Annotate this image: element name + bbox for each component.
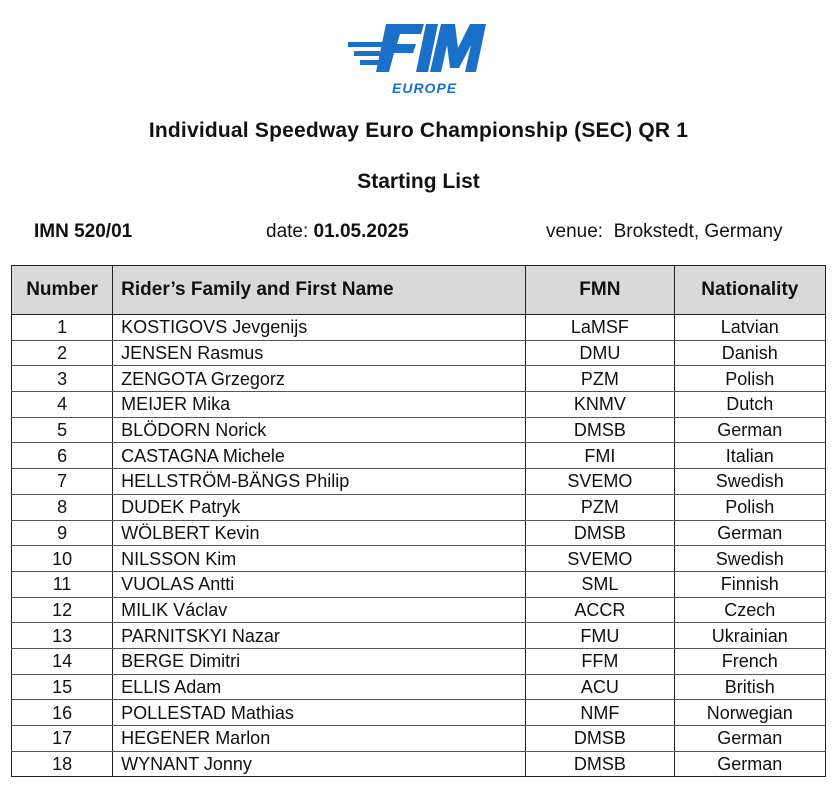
rider-fmn: DMU	[526, 340, 674, 366]
rider-number: 7	[12, 469, 113, 495]
header-number: Number	[12, 266, 113, 315]
table-row	[12, 623, 826, 649]
rider-number: 13	[12, 623, 113, 649]
rider-nationality: British	[674, 674, 825, 700]
rider-name: PARNITSKYI Nazar	[113, 623, 526, 649]
rider-name: BERGE Dimitri	[113, 648, 526, 674]
rider-name: MILIK Václav	[113, 597, 526, 623]
table-row	[12, 597, 826, 623]
rider-nationality: Latvian	[674, 315, 825, 341]
date-value: 01.05.2025	[313, 221, 409, 242]
document-title: Individual Speedway Euro Championship (SEC) QR 1	[148, 119, 689, 142]
rider-name: JENSEN Rasmus	[113, 340, 526, 366]
table-row	[12, 700, 826, 726]
rider-fmn: FMI	[526, 443, 674, 469]
table-row	[12, 443, 826, 469]
table-row	[12, 340, 826, 366]
rider-number: 15	[12, 674, 113, 700]
rider-nationality: Italian	[674, 443, 825, 469]
rider-number: 4	[12, 392, 113, 418]
rider-fmn: ACU	[526, 674, 674, 700]
rider-name: WYNANT Jonny	[113, 751, 526, 777]
rider-nationality: French	[674, 648, 825, 674]
table-row	[12, 520, 826, 546]
rider-number: 18	[12, 751, 113, 777]
rider-number: 11	[12, 571, 113, 597]
table-row	[12, 571, 826, 597]
rider-name: HELLSTRÖM-BÄNGS Philip	[113, 469, 526, 495]
rider-number: 3	[12, 366, 113, 392]
table-row	[12, 392, 826, 418]
rider-fmn: SVEMO	[526, 546, 674, 572]
rider-name: POLLESTAD Mathias	[113, 700, 526, 726]
date-label: date:	[266, 221, 309, 242]
rider-nationality: Polish	[674, 494, 825, 520]
rider-fmn: FFM	[526, 648, 674, 674]
rider-nationality: Czech	[674, 597, 825, 623]
event-date	[266, 221, 409, 243]
rider-nationality: Finnish	[674, 571, 825, 597]
rider-nationality: Dutch	[674, 392, 825, 418]
rider-nationality: Norwegian	[674, 700, 825, 726]
rider-nationality: German	[674, 520, 825, 546]
table-header-row	[12, 266, 826, 315]
table-row	[12, 315, 826, 341]
rider-fmn: SVEMO	[526, 469, 674, 495]
rider-name: CASTAGNA Michele	[113, 443, 526, 469]
rider-nationality: German	[674, 417, 825, 443]
rider-name: ELLIS Adam	[113, 674, 526, 700]
table-row	[12, 546, 826, 572]
rider-number: 1	[12, 315, 113, 341]
venue-label: venue:	[546, 221, 604, 242]
imn-number: IMN 520/01	[34, 221, 133, 242]
rider-number: 12	[12, 597, 113, 623]
header-name: Rider’s Family and First Name	[113, 266, 526, 315]
rider-fmn: DMSB	[526, 520, 674, 546]
header-fmn: FMN	[526, 266, 674, 315]
rider-number: 17	[12, 726, 113, 752]
rider-nationality: Danish	[674, 340, 825, 366]
table-row	[12, 648, 826, 674]
rider-name: KOSTIGOVS Jevgenijs	[113, 315, 526, 341]
rider-nationality: Polish	[674, 366, 825, 392]
header-nationality: Nationality	[674, 266, 825, 315]
logo-subtext: EUROPE	[392, 80, 458, 96]
rider-number: 2	[12, 340, 113, 366]
rider-fmn: LaMSF	[526, 315, 674, 341]
rider-fmn: KNMV	[526, 392, 674, 418]
rider-nationality: Ukrainian	[674, 623, 825, 649]
table-row	[12, 366, 826, 392]
rider-fmn: NMF	[526, 700, 674, 726]
rider-number: 8	[12, 494, 113, 520]
document-subtitle: Starting List	[357, 170, 480, 193]
table-row	[12, 469, 826, 495]
rider-name: HEGENER Marlon	[113, 726, 526, 752]
rider-fmn: DMSB	[526, 726, 674, 752]
rider-nationality: Swedish	[674, 469, 825, 495]
rider-name: ZENGOTA Grzegorz	[113, 366, 526, 392]
rider-fmn: FMU	[526, 623, 674, 649]
rider-name: VUOLAS Antti	[113, 571, 526, 597]
rider-name: BLÖDORN Norick	[113, 417, 526, 443]
rider-fmn: ACCR	[526, 597, 674, 623]
table-row	[12, 417, 826, 443]
rider-fmn: DMSB	[526, 751, 674, 777]
rider-nationality: German	[674, 726, 825, 752]
rider-number: 6	[12, 443, 113, 469]
rider-fmn: PZM	[526, 494, 674, 520]
event-venue	[546, 221, 783, 243]
rider-nationality: German	[674, 751, 825, 777]
rider-fmn: SML	[526, 571, 674, 597]
rider-name: DUDEK Patryk	[113, 494, 526, 520]
rider-name: MEIJER Mika	[113, 392, 526, 418]
rider-fmn: DMSB	[526, 417, 674, 443]
rider-fmn: PZM	[526, 366, 674, 392]
rider-number: 10	[12, 546, 113, 572]
table-row	[12, 674, 826, 700]
rider-number: 9	[12, 520, 113, 546]
rider-name: WÖLBERT Kevin	[113, 520, 526, 546]
table-row	[12, 494, 826, 520]
table-row	[12, 726, 826, 752]
starting-list-table	[11, 265, 826, 777]
rider-number: 14	[12, 648, 113, 674]
rider-name: NILSSON Kim	[113, 546, 526, 572]
table-row	[12, 751, 826, 777]
rider-nationality: Swedish	[674, 546, 825, 572]
venue-value: Brokstedt, Germany	[613, 221, 783, 242]
rider-number: 5	[12, 417, 113, 443]
rider-number: 16	[12, 700, 113, 726]
